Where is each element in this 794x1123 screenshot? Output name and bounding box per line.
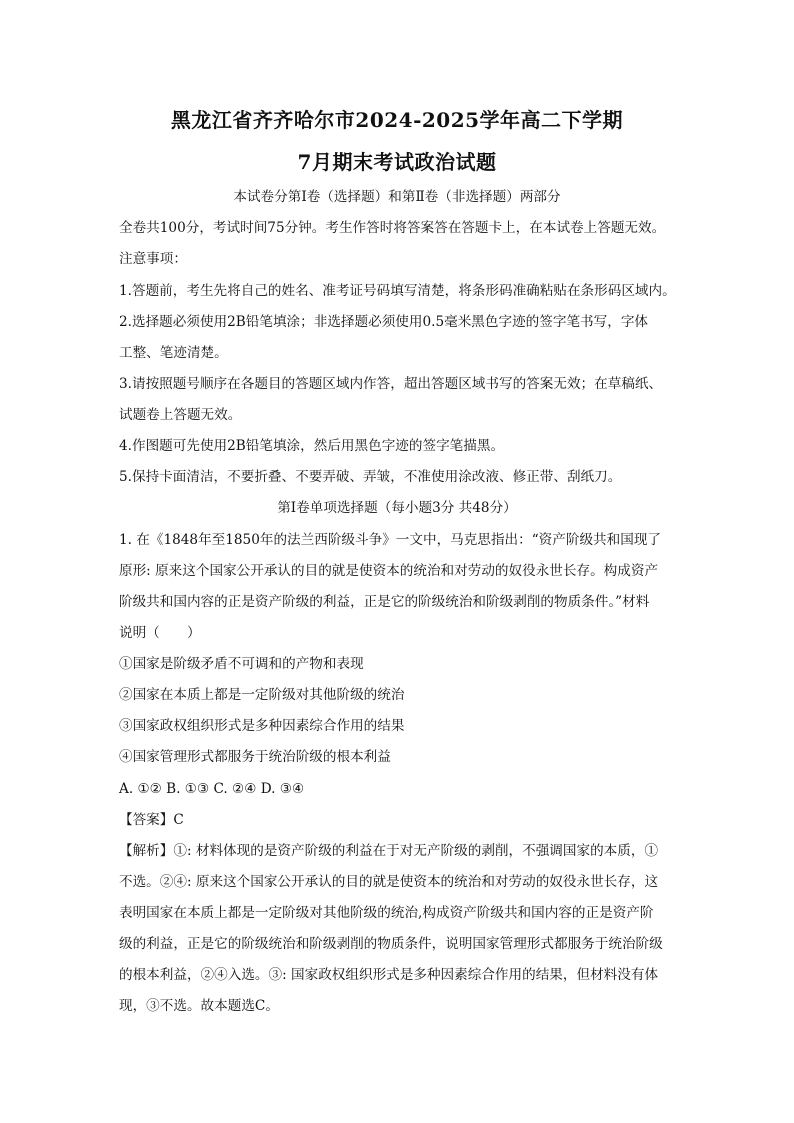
notes-heading: 注意事项： xyxy=(119,251,187,267)
question-1-stem-line3: 阶级共和国内容的正是资产阶级的利益，正是它的阶级统治和阶级剥削的物质条件。”材料 xyxy=(119,594,650,610)
note-3-line1: 3.请按照题号顺序在各题目的答题区域内作答，超出答题区域书写的答案无效；在草稿纸、 xyxy=(119,376,663,392)
question-1-option-3: ③国家政权组织形式是多种因素综合作用的结果 xyxy=(119,718,405,734)
question-1-stem-line4: 说明（ ） xyxy=(119,625,201,641)
question-1-option-1: ①国家是阶级矛盾不可调和的产物和表现 xyxy=(119,656,364,672)
question-1-analysis-line6: 现，③不选。故本题选C。 xyxy=(119,998,279,1014)
section-heading: 第Ⅰ卷单项选择题（每小题3分 共48分） xyxy=(277,500,517,516)
question-1-analysis-line3: 表明国家在本质上都是一定阶级对其他阶级的统治,构成资产阶级共和国内容的正是资产阶 xyxy=(119,905,654,921)
question-1-analysis-line2: 不选。②④: 原来这个国家公开承认的目的就是使资本的统治和对劳动的奴役永世长存，这 xyxy=(119,874,659,890)
note-2-line2: 工整、笔迹清楚。 xyxy=(119,345,228,361)
note-3-line2: 试题卷上答题无效。 xyxy=(119,407,242,423)
exam-title-line1: 黑龙江省齐齐哈尔市2024-2025学年高二下学期 xyxy=(170,108,624,132)
question-1-option-4: ④国家管理形式都服务于统治阶级的根本利益 xyxy=(119,749,391,765)
note-4: 4.作图题可先使用2B铅笔填涂，然后用黑色字迹的签字笔描黑。 xyxy=(119,438,505,454)
question-1-answer: 【答案】C xyxy=(119,812,184,828)
intro-scoring: 全卷共100分，考试时间75分钟。考生作答时将答案答在答题卡上，在本试卷上答题无效。 xyxy=(119,220,666,236)
question-1-stem-line2: 原形: 原来这个国家公开承认的目的就是使资本的统治和对劳动的奴役永世长存。构成资产 xyxy=(119,563,659,579)
note-2-line1: 2.选择题必须使用2B铅笔填涂；非选择题必须使用0.5毫米黑色字迹的签字笔书写，字体 xyxy=(119,314,649,330)
question-1-choices: A. ①② B. ①③ C. ②④ D. ③④ xyxy=(119,781,305,797)
question-1-option-2: ②国家在本质上都是一定阶级对其他阶级的统治 xyxy=(119,687,405,703)
question-1-analysis-line4: 级的利益，正是它的阶级统治和阶级剥削的物质条件，说明国家管理形式都服务于统治阶级 xyxy=(119,936,663,952)
question-1-analysis-line5: 的根本利益，②④入选。③: 国家政权组织形式是多种因素综合作用的结果，但材料没有体 xyxy=(119,967,659,983)
question-1-analysis-line1: 【解析】①: 材料体现的是资产阶级的利益在于对无产阶级的剥削，不强调国家的本质，① xyxy=(119,843,659,859)
intro-parts: 本试卷分第Ⅰ卷（选择题）和第Ⅱ卷（非选择题）两部分 xyxy=(233,189,561,205)
question-1-stem-line1: 1. 在《1848年至1850年的法兰西阶级斗争》一文中，马克思指出：“资产阶级共和国现了 xyxy=(119,532,662,548)
note-5: 5.保持卡面清洁，不要折叠、不要弄破、弄皱，不准使用涂改液、修正带、刮纸刀。 xyxy=(119,469,622,485)
note-1: 1.答题前，考生先将自己的姓名、准考证号码填写清楚，将条形码准确粘贴在条形码区域内。 xyxy=(119,283,676,299)
exam-title-line2: 7月期末考试政治试题 xyxy=(297,150,497,174)
